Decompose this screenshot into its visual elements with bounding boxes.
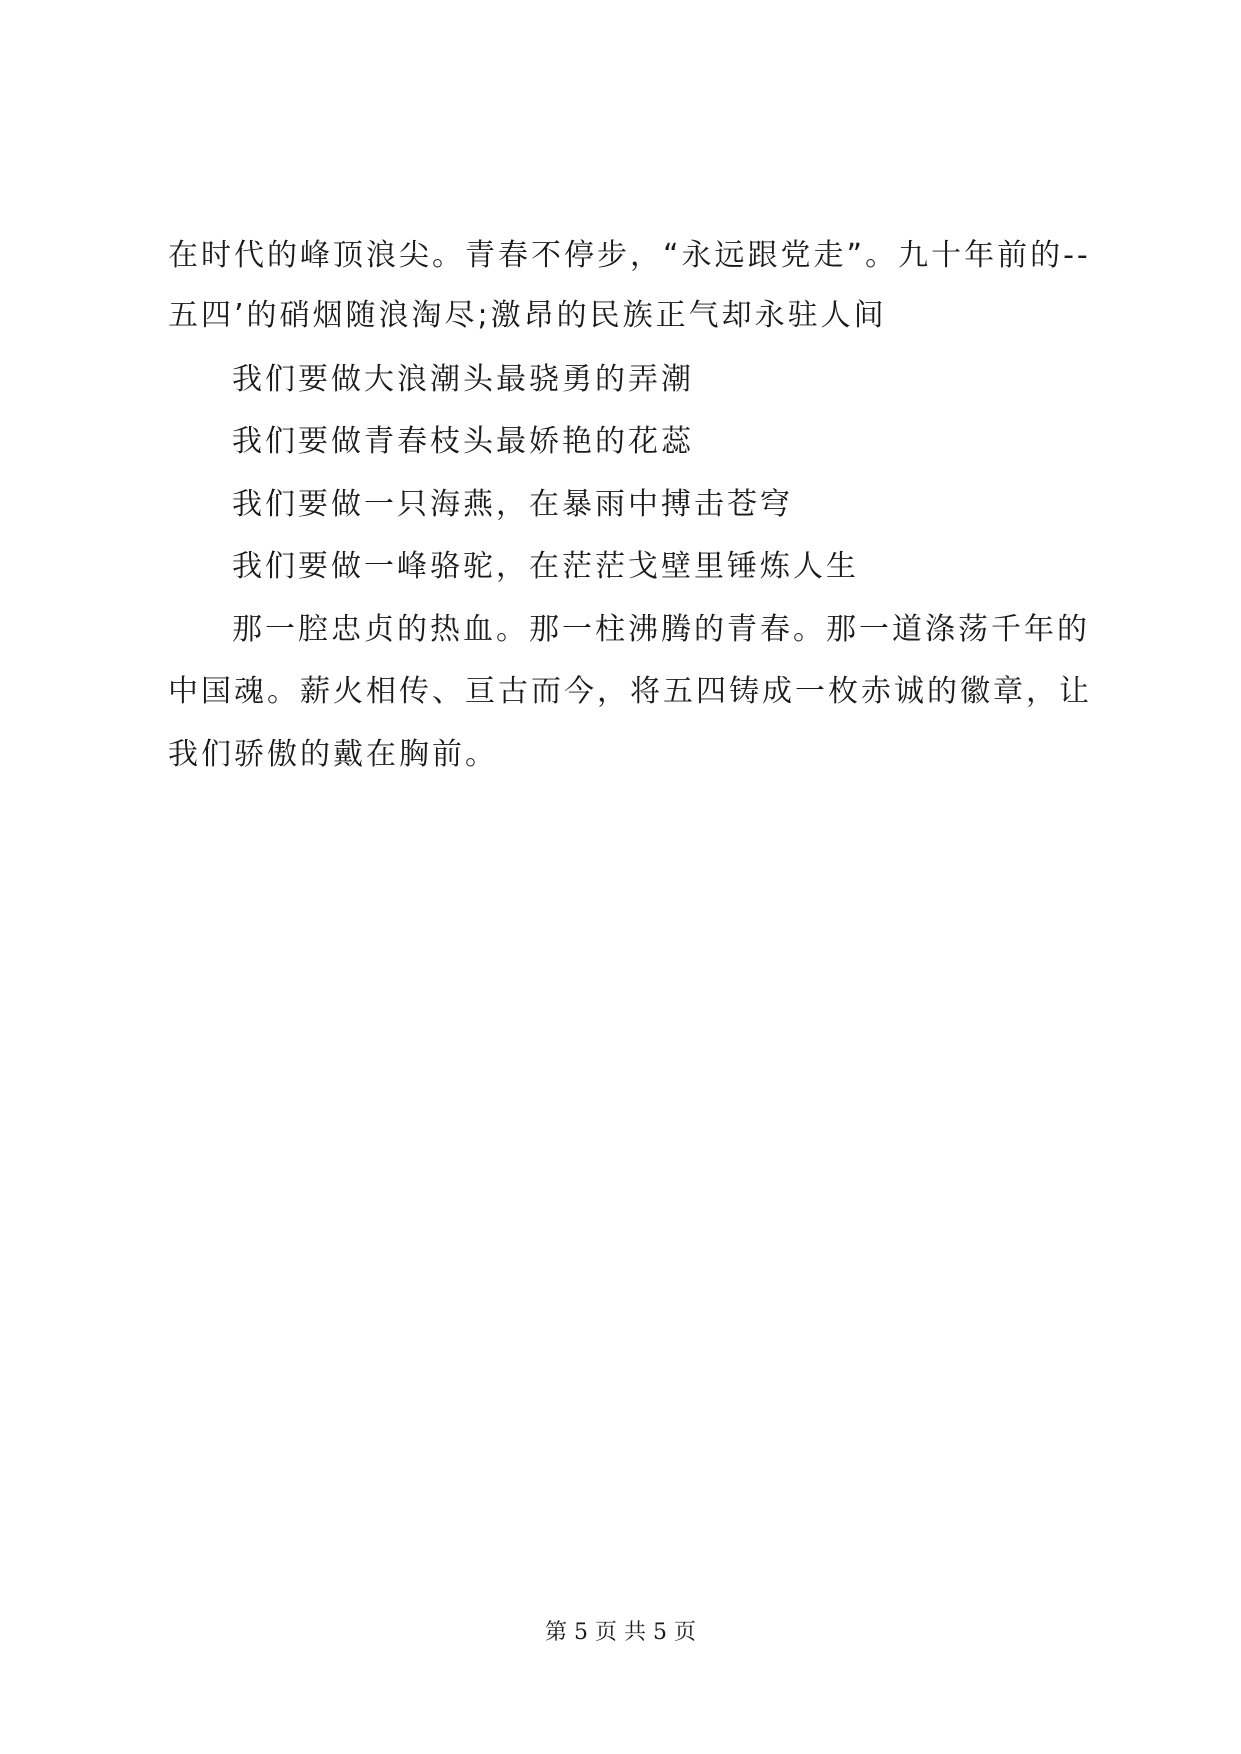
paragraph-line-1: 在时代的峰顶浪尖。青春不停步，“永远跟党走”。九十年前的-- — [168, 238, 1091, 273]
poem-line-4: 我们要做一峰骆驼，在茫茫戈壁里锤炼人生 — [232, 549, 859, 584]
page-number-footer: 第 5 页 共 5 页 — [545, 1620, 696, 1645]
closing-paragraph-line-1: 那一腔忠贞的热血。那一柱沸腾的青春。那一道涤荡千年的 — [232, 612, 1090, 647]
closing-paragraph-line-3: 我们骄傲的戴在胸前。 — [168, 737, 498, 772]
poem-line-1: 我们要做大浪潮头最骁勇的弄潮 — [232, 362, 694, 397]
paragraph-line-2: 五四’的硝烟随浪淘尽;激昂的民族正气却永驻人间 — [168, 298, 887, 333]
poem-line-2: 我们要做青春枝头最娇艳的花蕊 — [232, 424, 694, 459]
closing-paragraph-line-2: 中国魂。薪火相传、亘古而今，将五四铸成一枚赤诚的徽章，让 — [168, 674, 1092, 709]
poem-line-3: 我们要做一只海燕，在暴雨中搏击苍穹 — [232, 487, 793, 522]
